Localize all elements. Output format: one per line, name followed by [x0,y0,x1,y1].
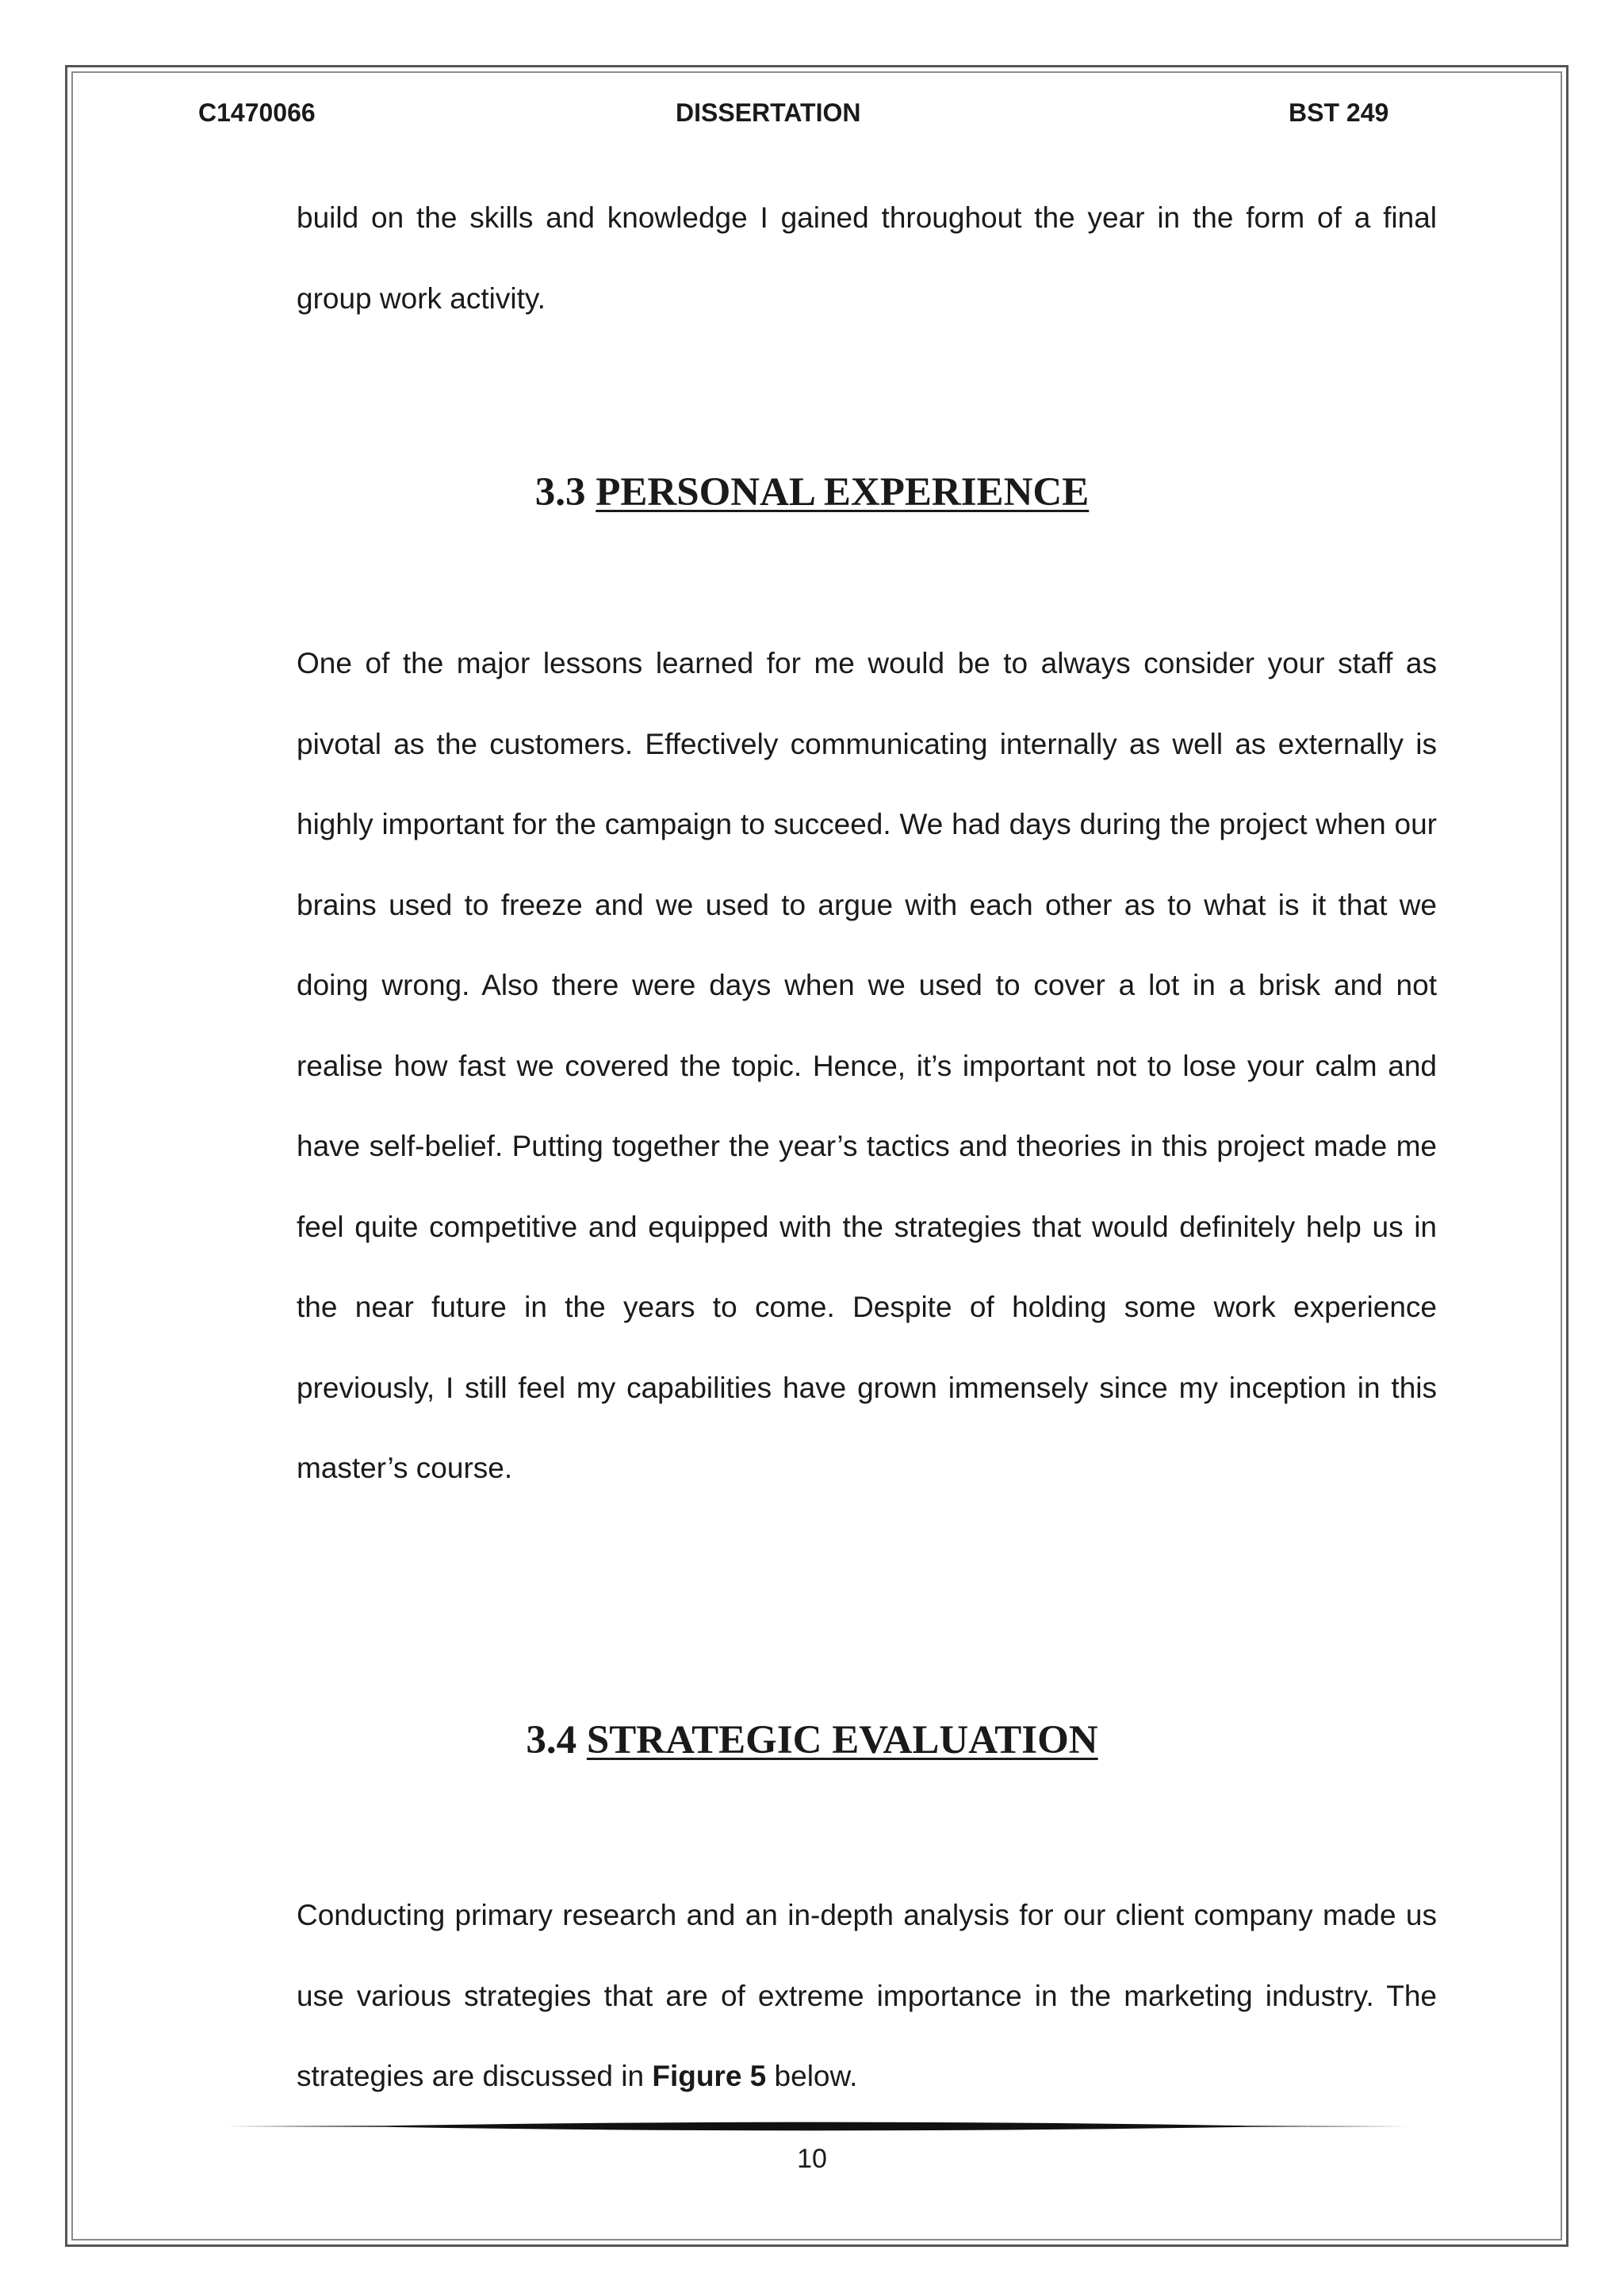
paragraph-intro-continuation: build on the skills and knowledge I gained throughout the year in the form of a final group work activity. [297,201,1437,315]
paragraph-personal-experience: One of the major lessons learned for me would be to always consider your staff as pivotal as the customers. Effectively communicating internally as well as externally is highly important for the campaign to succeed. We had days during the project when our brains used to freeze and we used to argue with each other as to what is it that we doing wrong. Also there were days when we used to cover a lot in a brisk and not realise how fast we covered the topic. Hence, it’s important not to lose your calm and have self-belief. Putting together the year’s tactics and theories in this project made me feel quite competitive and equipped with the strategies that would definitely help us in the near future in the years to come. Despite of holding some work experience previously, I still feel my capabilities have grown immensely since my inception in this master’s course. [297,647,1437,1484]
figure-reference: Figure 5 [652,2060,767,2092]
footer-divider [227,2117,1408,2136]
section-title: STRATEGIC EVALUATION [586,1718,1098,1762]
header-document-type: DISSERTATION [676,98,861,127]
page-number: 10 [797,2144,827,2174]
header-module-code: BST 249 [1289,98,1389,127]
section-heading-3-3 [0,469,1624,515]
paragraph-text-end: below. [766,2060,858,2092]
paragraph-text: Conducting primary research and an in-depth analysis for our client company made us use various strategies that are of extreme importance in the marketing industry. The strategies are discussed in [297,1899,1437,2092]
section-number: 3.3 [534,470,586,515]
section-heading-3-4 [0,1717,1624,1763]
paragraph-strategic-evaluation [297,1875,1437,2117]
page-header [0,98,1624,133]
section-number: 3.4 [526,1718,577,1762]
section-title: PERSONAL EXPERIENCE [596,470,1090,515]
header-student-id: C1470066 [198,98,316,127]
